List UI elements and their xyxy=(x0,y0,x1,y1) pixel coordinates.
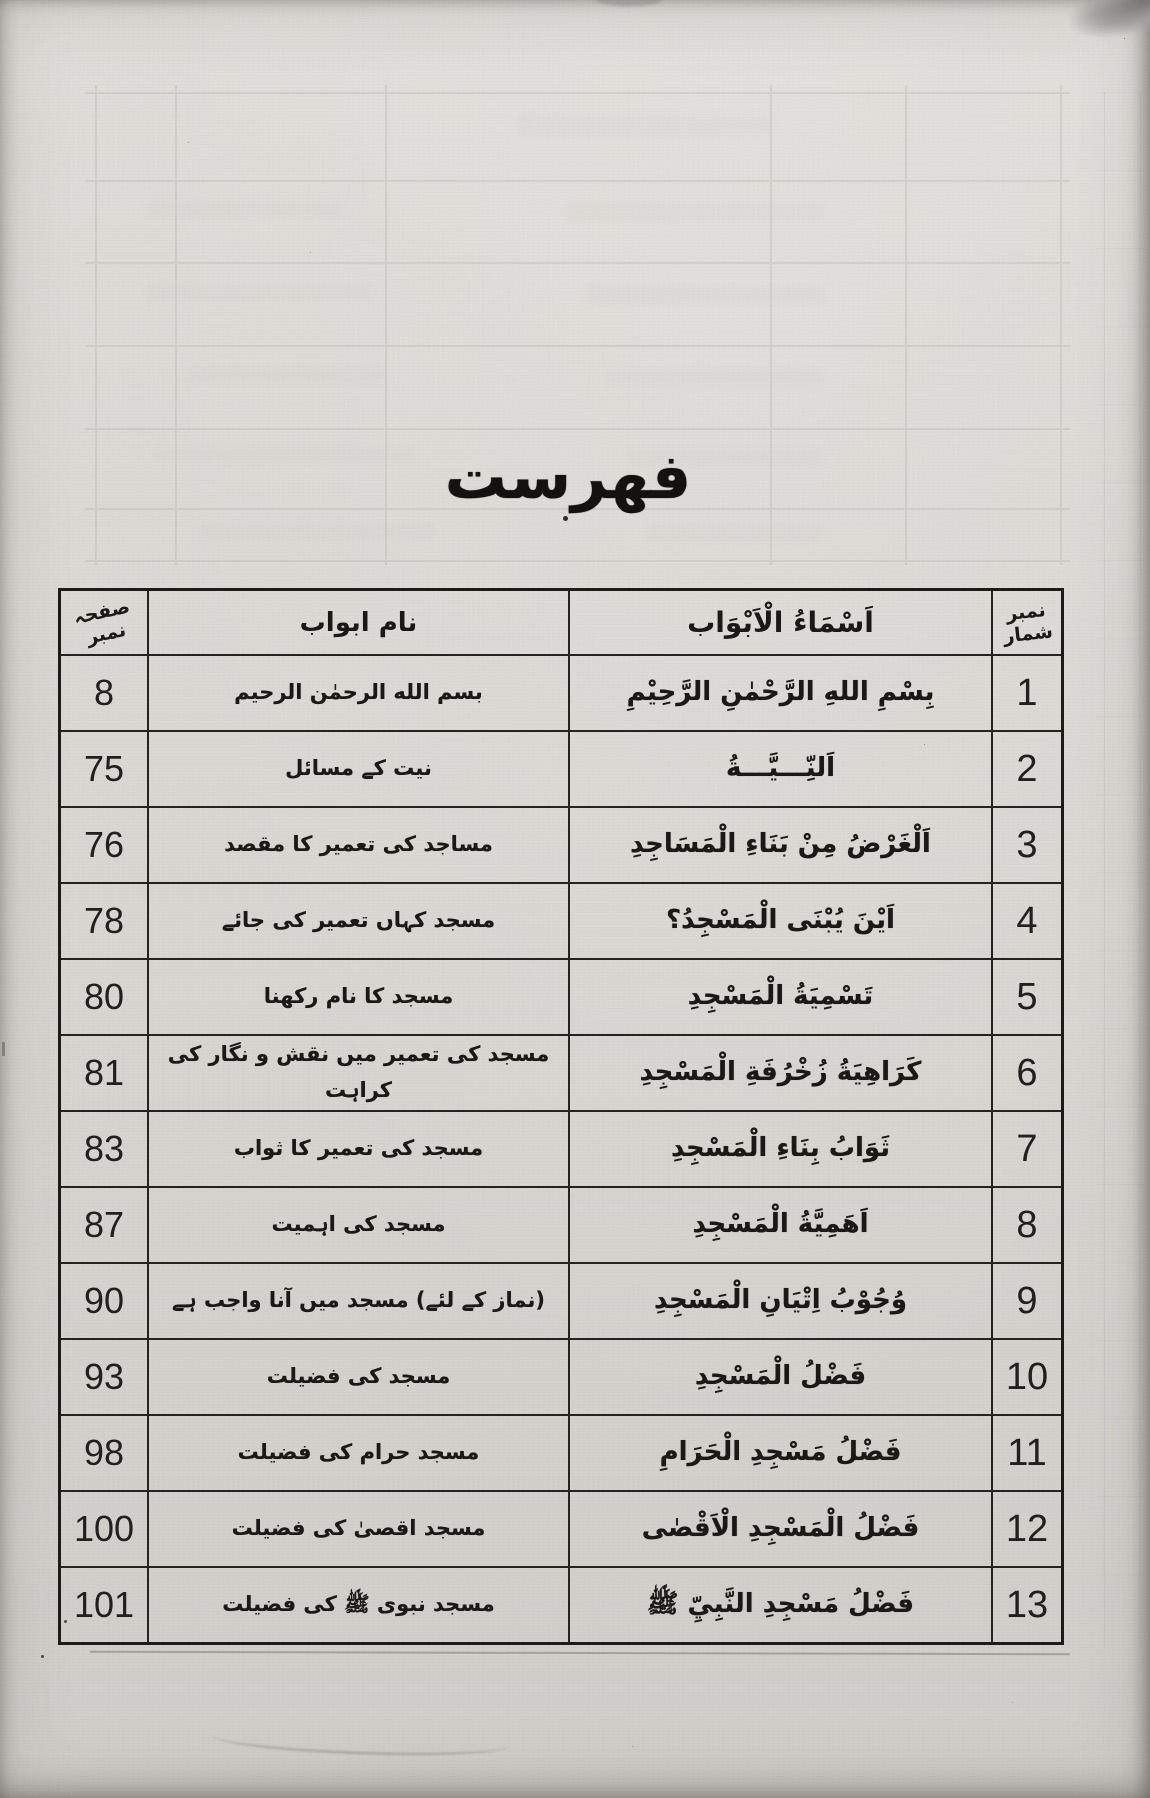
toc-cell-chapter-urdu: مسجد کی فضیلت xyxy=(148,1339,569,1415)
toc-cell-serial: 3 xyxy=(992,807,1063,883)
toc-cell-serial: 4 xyxy=(992,883,1063,959)
toc-cell-chapter-arabic: فَضْلُ مَسْجِدِ النَّبِيِّ ﷺ xyxy=(569,1567,992,1644)
bleedthrough-text-streak xyxy=(515,113,775,137)
toc-row xyxy=(60,731,1063,807)
ink-specks xyxy=(563,516,568,521)
toc-row xyxy=(60,1035,1063,1111)
toc-cell-chapter-arabic: تَسْمِيَةُ الْمَسْجِدِ xyxy=(569,959,992,1035)
toc-cell-page-number: 101 xyxy=(60,1567,149,1644)
header-chapter-names-arabic: اَسْمَاءُ الْاَبْوَاب xyxy=(569,590,992,656)
scan-smudge-top-right xyxy=(1063,0,1150,53)
bleedthrough-text-streak xyxy=(145,199,345,219)
toc-cell-chapter-arabic: كَرَاهِيَةُ زُخْرُفَةِ الْمَسْجِدِ xyxy=(569,1035,992,1111)
toc-table xyxy=(58,588,1064,1645)
toc-row xyxy=(60,1491,1063,1567)
header-page-number xyxy=(60,590,149,656)
bleedthrough-text-streak xyxy=(195,523,435,541)
header-chapter-names-urdu: نام ابواب xyxy=(148,590,569,656)
toc-cell-page-number: 78 xyxy=(60,883,149,959)
toc-cell-serial: 1 xyxy=(992,655,1063,731)
toc-cell-chapter-urdu: نیت کے مسائل xyxy=(148,731,569,807)
toc-cell-page-number: 98 xyxy=(60,1415,149,1491)
bleedthrough-text-streak xyxy=(185,365,385,385)
table-bottom-shadow-line xyxy=(90,1651,1070,1656)
toc-cell-serial: 7 xyxy=(992,1111,1063,1187)
toc-row xyxy=(60,807,1063,883)
toc-cell-chapter-arabic: اَيْنَ يُبْنَى الْمَسْجِدُ؟ xyxy=(569,883,992,959)
page-title: فهرست xyxy=(444,440,692,513)
toc-cell-chapter-urdu: مسجد کی اہمیت xyxy=(148,1187,569,1263)
toc-cell-page-number: 75 xyxy=(60,731,149,807)
toc-cell-chapter-arabic: اَلنِّـــيَّـــةُ xyxy=(569,731,992,807)
toc-cell-page-number: 8 xyxy=(60,655,149,731)
toc-cell-serial: 6 xyxy=(992,1035,1063,1111)
toc-cell-chapter-urdu: مسجد کہاں تعمیر کی جائے xyxy=(148,883,569,959)
toc-row xyxy=(60,1111,1063,1187)
toc-cell-page-number: 90 xyxy=(60,1263,149,1339)
toc-cell-chapter-urdu: مسجد اقصیٰ کی فضیلت xyxy=(148,1491,569,1567)
toc-cell-chapter-urdu: مسجد کا نام رکھنا xyxy=(148,959,569,1035)
toc-header-row xyxy=(60,590,1063,656)
toc-cell-page-number: 100 xyxy=(60,1491,149,1567)
toc-cell-chapter-arabic: ثَوَابُ بِنَاءِ الْمَسْجِدِ xyxy=(569,1111,992,1187)
toc-cell-chapter-urdu: مساجد کی تعمیر کا مقصد xyxy=(148,807,569,883)
toc-cell-chapter-arabic: اَلْغَرْضُ مِنْ بَنَاءِ الْمَسَاجِدِ xyxy=(569,807,992,883)
toc-row xyxy=(60,1263,1063,1339)
bleedthrough-text-streak xyxy=(145,282,375,302)
bleedthrough-right-margin xyxy=(1096,92,1146,1648)
toc-cell-serial: 2 xyxy=(992,731,1063,807)
toc-cell-serial: 9 xyxy=(992,1263,1063,1339)
bleedthrough-text-streak xyxy=(605,367,825,387)
toc-cell-chapter-arabic: اَهَمِيَّةُ الْمَسْجِدِ xyxy=(569,1187,992,1263)
bleedthrough-text-streak xyxy=(585,285,825,305)
toc-cell-chapter-arabic: وُجُوْبُ اِتْيَانِ الْمَسْجِدِ xyxy=(569,1263,992,1339)
pencil-mark xyxy=(210,1721,511,1759)
toc-cell-chapter-urdu: مسجد کی تعمیر میں نقش و نگار کی کراہت xyxy=(148,1035,569,1111)
toc-cell-page-number: 93 xyxy=(60,1339,149,1415)
toc-cell-chapter-urdu: مسجد کی تعمیر کا ثواب xyxy=(148,1111,569,1187)
toc-cell-chapter-urdu: (نماز کے لئے) مسجد میں آنا واجب ہے xyxy=(148,1263,569,1339)
toc-row xyxy=(60,1415,1063,1491)
toc-cell-page-number: 81 xyxy=(60,1035,149,1111)
left-edge-mark xyxy=(2,1042,5,1056)
toc-cell-chapter-arabic: فَضْلُ الْمَسْجِدِ الْاَقْصٰى xyxy=(569,1491,992,1567)
bleedthrough-text-streak xyxy=(645,525,825,543)
toc-cell-page-number: 76 xyxy=(60,807,149,883)
toc-row xyxy=(60,1567,1063,1644)
scan-edge-notch xyxy=(596,0,662,6)
bleedthrough-text-streak xyxy=(565,202,825,222)
toc-cell-serial: 5 xyxy=(992,959,1063,1035)
header-serial-number xyxy=(992,590,1063,656)
toc-cell-chapter-urdu: بسم الله الرحمٰن الرحیم xyxy=(148,655,569,731)
toc-cell-chapter-urdu: مسجد حرام کی فضیلت xyxy=(148,1415,569,1491)
header-page-number-label: صفحہ نمبر xyxy=(71,595,132,649)
toc-cell-chapter-arabic: فَضْلُ الْمَسْجِدِ xyxy=(569,1339,992,1415)
toc-table-body xyxy=(60,655,1063,1644)
toc-cell-chapter-arabic: فَضْلُ مَسْجِدِ الْحَرَامِ xyxy=(569,1415,992,1491)
toc-cell-page-number: 80 xyxy=(60,959,149,1035)
toc-cell-serial: 13 xyxy=(992,1567,1063,1644)
toc-cell-serial: 10 xyxy=(992,1339,1063,1415)
toc-cell-serial: 11 xyxy=(992,1415,1063,1491)
toc-cell-page-number: 87 xyxy=(60,1187,149,1263)
toc-cell-serial: 12 xyxy=(992,1491,1063,1567)
toc-row xyxy=(60,655,1063,731)
header-serial-number-label: نمبر شمار xyxy=(1002,598,1054,647)
toc-row xyxy=(60,883,1063,959)
toc-cell-serial: 8 xyxy=(992,1187,1063,1263)
toc-row xyxy=(60,1187,1063,1263)
toc-cell-chapter-urdu: مسجد نبوی ﷺ کی فضیلت xyxy=(148,1567,569,1644)
toc-cell-page-number: 83 xyxy=(60,1111,149,1187)
toc-row xyxy=(60,1339,1063,1415)
toc-cell-chapter-arabic: بِسْمِ اللهِ الرَّحْمٰنِ الرَّحِيْمِ xyxy=(569,655,992,731)
toc-row xyxy=(60,959,1063,1035)
